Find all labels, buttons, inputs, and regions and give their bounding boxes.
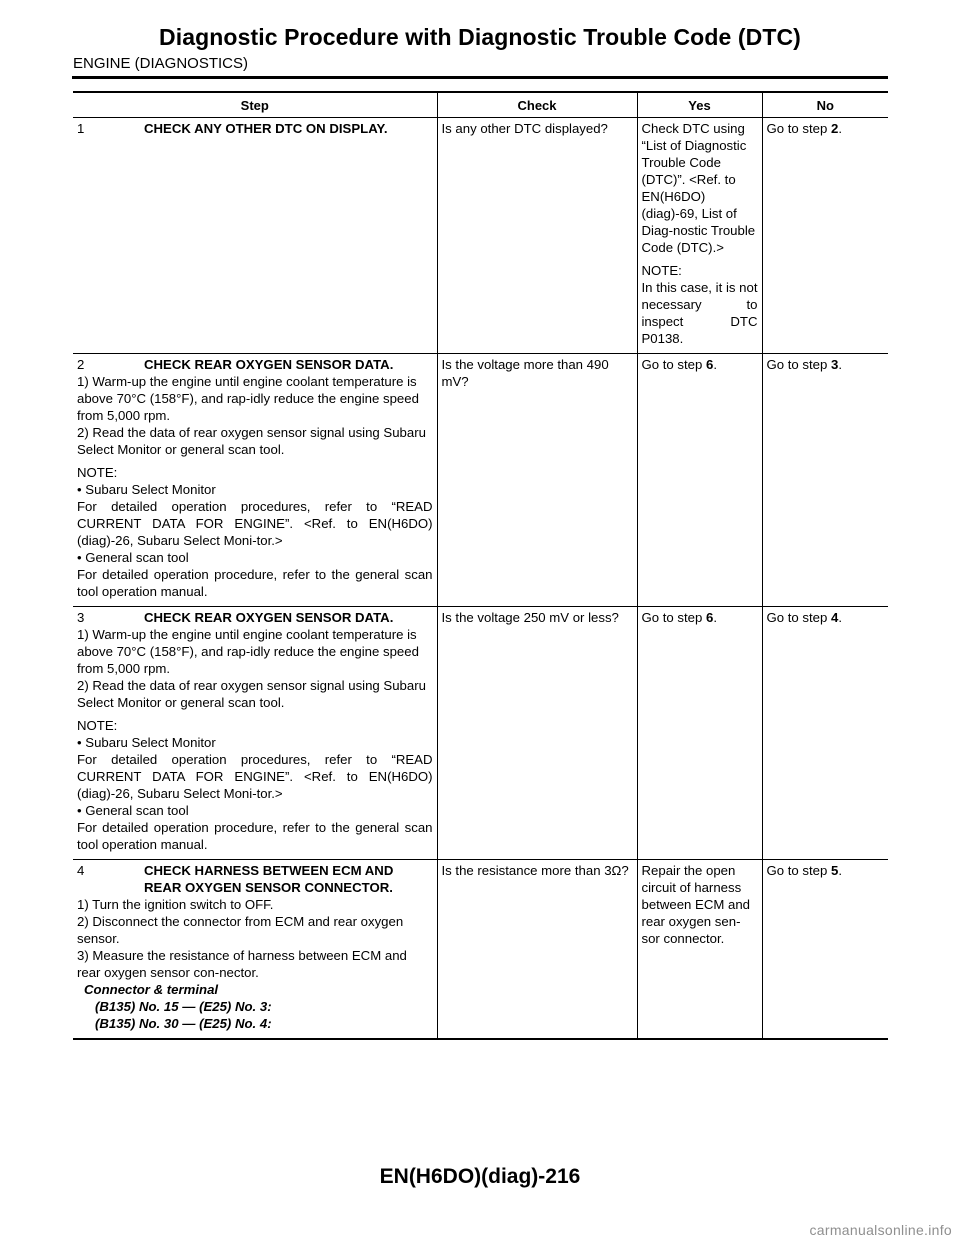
page-title: Diagnostic Procedure with Diagnostic Trouble Code (DTC) bbox=[159, 24, 801, 50]
no-suffix: . bbox=[838, 863, 843, 878]
yes-cell bbox=[637, 607, 762, 860]
no-prefix: Go to step bbox=[766, 357, 832, 372]
yes-suffix: . bbox=[713, 610, 718, 625]
step-instruction: 1) Turn the ignition switch to OFF. bbox=[77, 897, 274, 912]
step-instruction: 2) Read the data of rear oxygen sensor signal using Subaru Select Monitor or general scan tool. bbox=[77, 678, 426, 710]
yes-cell bbox=[637, 354, 762, 607]
table-row bbox=[73, 607, 888, 860]
no-cell bbox=[762, 118, 888, 354]
step-reference: 3 bbox=[831, 357, 839, 372]
step-reference: 6 bbox=[706, 357, 714, 372]
table-row bbox=[73, 860, 888, 1040]
step-reference: 6 bbox=[706, 610, 714, 625]
table-header-row bbox=[73, 92, 888, 118]
no-suffix: . bbox=[838, 357, 843, 372]
step-instruction: 1) Warm-up the engine until engine coolant temperature is above 70°C (158°F), and rap-idly reduce the engine speed from 5,000 rpm. bbox=[77, 374, 419, 423]
step-cell bbox=[73, 607, 437, 860]
header-yes: Yes bbox=[637, 92, 762, 118]
step-number: 4 bbox=[77, 863, 85, 878]
note-text: For detailed operation procedures, refer to “READ CURRENT DATA FOR ENGINE”. <Ref. to EN(H6DO)(diag)-26, Subaru Select Moni-tor.> bbox=[77, 752, 433, 801]
page-number: EN(H6DO)(diag)-216 bbox=[379, 1165, 581, 1188]
step-title: CHECK ANY OTHER DTC ON DISPLAY. bbox=[144, 121, 388, 136]
note-label: NOTE: bbox=[77, 465, 118, 480]
note-bullet: • General scan tool bbox=[77, 803, 189, 818]
yes-text: Check DTC using “List of Diagnostic Trouble Code (DTC)”. <Ref. to EN(H6DO)(diag)-69, List of Diag-nostic Trouble Code (DTC).> bbox=[641, 121, 756, 255]
step-title: CHECK HARNESS BETWEEN ECM AND REAR OXYGEN SENSOR CONNECTOR. bbox=[144, 863, 394, 895]
step-number: 3 bbox=[77, 610, 85, 625]
yes-prefix: Go to step bbox=[641, 610, 707, 625]
step-number: 2 bbox=[77, 357, 85, 372]
note-bullet: • Subaru Select Monitor bbox=[77, 735, 216, 750]
section-title: ENGINE (DIAGNOSTICS) bbox=[73, 55, 249, 72]
no-suffix: . bbox=[838, 610, 843, 625]
yes-note-label: NOTE: bbox=[641, 263, 682, 278]
yes-suffix: . bbox=[713, 357, 718, 372]
yes-note: In this case, it is not necessary to inspect DTC P0138. bbox=[641, 280, 758, 346]
no-cell bbox=[762, 354, 888, 607]
header-no: No bbox=[762, 92, 888, 118]
step-title: CHECK REAR OXYGEN SENSOR DATA. bbox=[144, 610, 394, 625]
no-prefix: Go to step bbox=[766, 121, 832, 136]
connector-terminal: (B135) No. 15 — (E25) No. 3: bbox=[95, 999, 272, 1014]
yes-cell bbox=[637, 118, 762, 354]
connector-terminal: (B135) No. 30 — (E25) No. 4: bbox=[95, 1016, 272, 1031]
header-rule bbox=[72, 76, 888, 79]
note-text: For detailed operation procedure, refer to the general scan tool operation manual. bbox=[77, 820, 433, 852]
check-cell: Is the resistance more than 3Ω? bbox=[437, 860, 637, 1040]
step-instruction: 1) Warm-up the engine until engine coolant temperature is above 70°C (158°F), and rap-idly reduce the engine speed from 5,000 rpm. bbox=[77, 627, 419, 676]
note-text: For detailed operation procedures, refer to “READ CURRENT DATA FOR ENGINE”. <Ref. to EN(H6DO)(diag)-26, Subaru Select Moni-tor.> bbox=[77, 499, 433, 548]
step-reference: 4 bbox=[831, 610, 839, 625]
no-suffix: . bbox=[838, 121, 843, 136]
note-label: NOTE: bbox=[77, 718, 118, 733]
step-title: CHECK REAR OXYGEN SENSOR DATA. bbox=[144, 357, 394, 372]
step-instruction: 2) Read the data of rear oxygen sensor signal using Subaru Select Monitor or general scan tool. bbox=[77, 425, 426, 457]
step-reference: 2 bbox=[831, 121, 839, 136]
check-cell: Is the voltage more than 490 mV? bbox=[437, 354, 637, 607]
no-cell bbox=[762, 860, 888, 1040]
note-bullet: • Subaru Select Monitor bbox=[77, 482, 216, 497]
no-prefix: Go to step bbox=[766, 610, 832, 625]
yes-cell: Repair the open circuit of harness between ECM and rear oxygen sen-sor connector. bbox=[637, 860, 762, 1040]
table-row bbox=[73, 118, 888, 354]
step-instruction: 3) Measure the resistance of harness between ECM and rear oxygen sensor con-nector. bbox=[77, 948, 407, 980]
yes-prefix: Go to step bbox=[641, 357, 707, 372]
step-cell bbox=[73, 860, 437, 1040]
note-text: For detailed operation procedure, refer to the general scan tool operation manual. bbox=[77, 567, 433, 599]
step-cell bbox=[73, 354, 437, 607]
header-step: Step bbox=[73, 92, 437, 118]
step-number: 1 bbox=[77, 121, 85, 136]
step-instruction: 2) Disconnect the connector from ECM and rear oxygen sensor. bbox=[77, 914, 404, 946]
check-cell: Is the voltage 250 mV or less? bbox=[437, 607, 637, 860]
note-bullet: • General scan tool bbox=[77, 550, 189, 565]
header-check: Check bbox=[437, 92, 637, 118]
step-reference: 5 bbox=[831, 863, 839, 878]
table-row bbox=[73, 354, 888, 607]
diagnostic-table bbox=[73, 91, 888, 1040]
step-cell bbox=[73, 118, 437, 354]
no-prefix: Go to step bbox=[766, 863, 832, 878]
check-cell: Is any other DTC displayed? bbox=[437, 118, 637, 354]
no-cell bbox=[762, 607, 888, 860]
connector-label: Connector & terminal bbox=[84, 982, 219, 997]
watermark: carmanualsonline.info bbox=[809, 1222, 952, 1238]
